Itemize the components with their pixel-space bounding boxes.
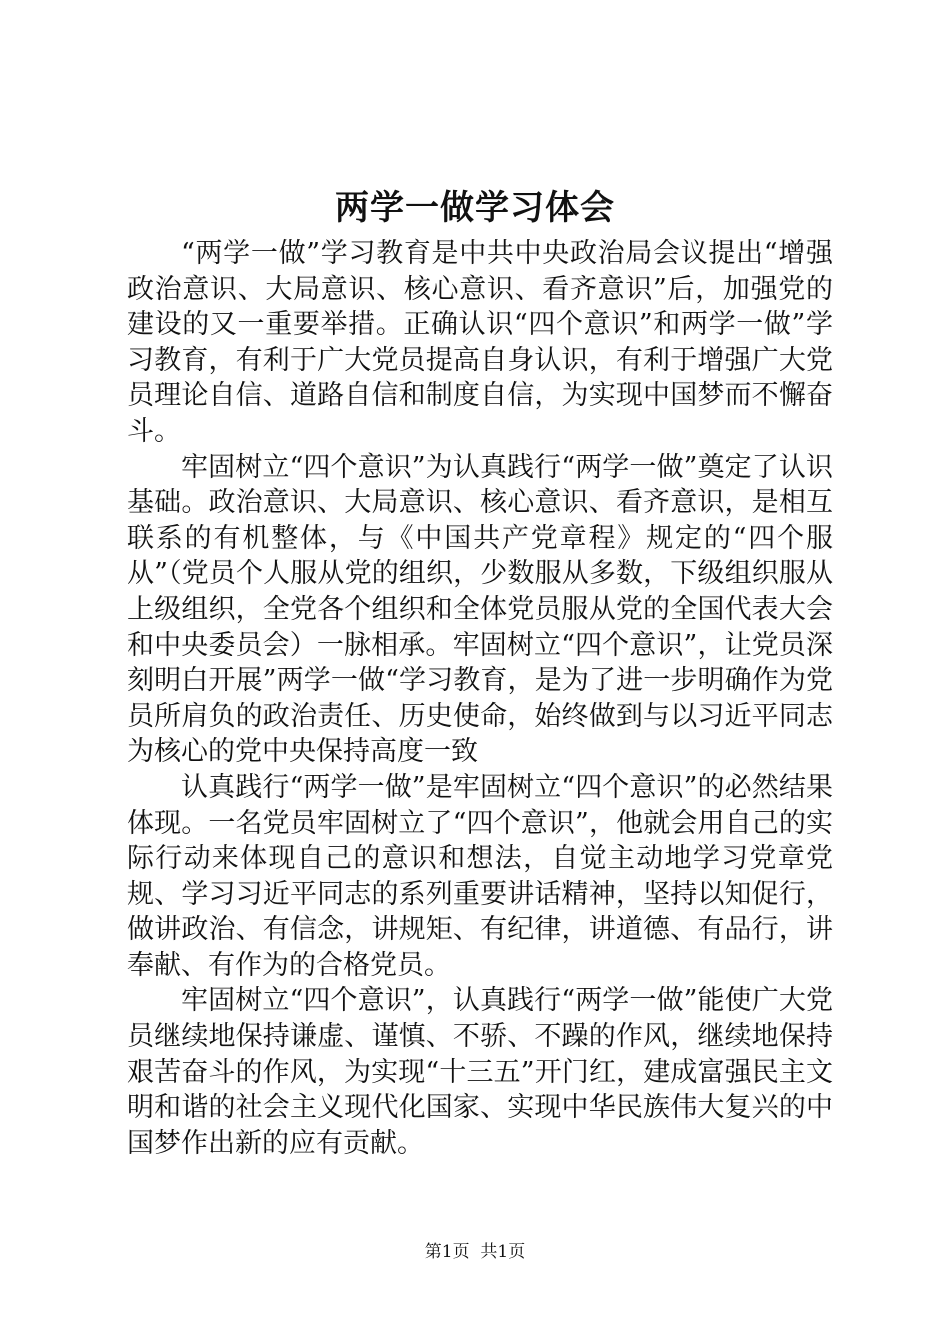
paragraph-2: 牢固树立“四个意识”为认真践行“两学一做”奠定了认识基础。政治意识、大局意识、核心意识、看齐意识，是相互联系的有机整体，与《中国共产党章程》规定的“四个服从”（党员个人服从党的组织，少数服从多数，下级组织服从上级组织，全党各个组织和全体党员服从党的全国代表大会和中央委员会）一脉相承。牢固树立“四个意识”，让党员深刻明白开展”两学一做“学习教育，是为了进一步明确作为党员所肩负的政治责任、历史使命，始终做到与以习近平同志为核心的党中央保持高度一致 bbox=[127, 451, 833, 768]
paragraph-1: “两学一做”学习教育是中共中央政治局会议提出“增强政治意识、大局意识、核心意识、看齐意识”后，加强党的建设的又一重要举措。正确认识“四个意识”和两学一做”学习教育，有利于广大党员提高自身认识，有利于增强广大党员理论自信、道路自信和制度自信，为实现中国梦而不懈奋斗。 bbox=[127, 238, 833, 447]
page-total: 共1页 bbox=[480, 1242, 526, 1262]
page-number: 第1页 bbox=[424, 1242, 470, 1262]
paragraph-3: 认真践行“两学一做”是牢固树立“四个意识”的必然结果体现。一名党员牢固树立了“四个意识”，他就会用自己的实际行动来体现自己的意识和想法，自觉主动地学习党章党规、学习习近平同志的系列重要讲话精神，坚持以知促行，做讲政治、有信念，讲规矩、有纪律，讲道德、有品行，讲奉献、有作为的合格党员。 bbox=[127, 771, 833, 981]
document-title: 两学一做学习体会 bbox=[335, 188, 615, 228]
paragraph-4: 牢固树立“四个意识”，认真践行“两学一做”能使广大党员继续地保持谦虚、谨慎、不骄、不躁的作风，继续地保持艰苦奋斗的作风，为实现“十三五”开门红，建成富强民主文明和谐的社会主义现代化国家、实现中华民族伟大复兴的中国梦作出新的应有贡献。 bbox=[127, 985, 833, 1159]
document-body bbox=[127, 236, 833, 1161]
page-footer bbox=[0, 1240, 950, 1264]
